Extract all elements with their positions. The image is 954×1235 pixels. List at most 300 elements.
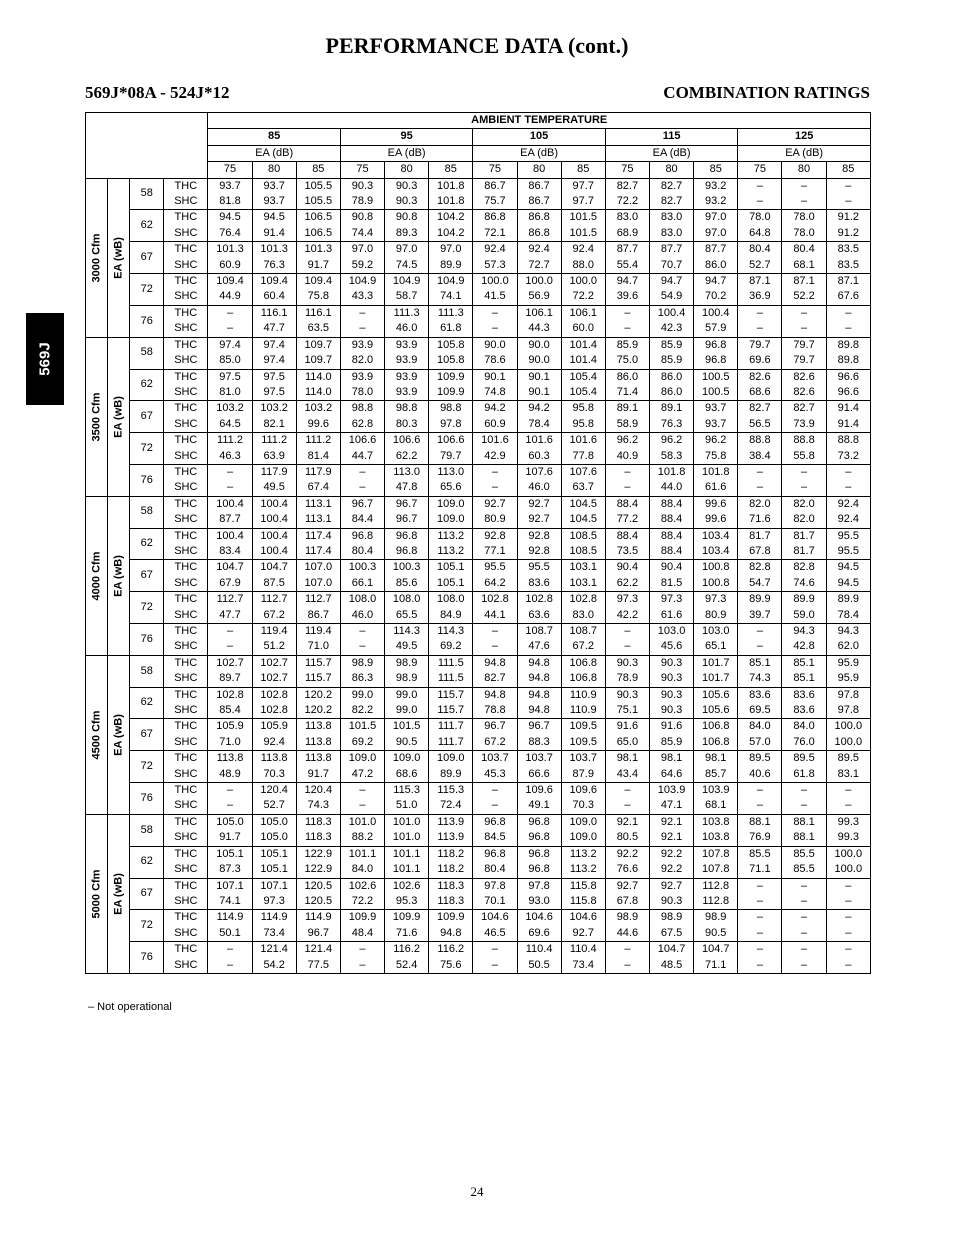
shc-value: 50.5 (517, 958, 561, 974)
shc-value: 58.9 (605, 417, 649, 433)
thc-value: 102.7 (208, 655, 252, 671)
shc-value: 73.4 (561, 958, 605, 974)
shc-value: 99.0 (385, 703, 429, 719)
shc-value: 69.6 (738, 353, 782, 369)
thc-value: 104.9 (340, 274, 384, 290)
thc-value: – (826, 178, 870, 194)
shc-value: 90.3 (385, 194, 429, 210)
db-value: 80 (517, 162, 561, 178)
thc-value: 118.3 (296, 814, 340, 830)
shc-value: 101.0 (385, 830, 429, 846)
shc-value: – (738, 798, 782, 814)
thc-value: 101.4 (561, 337, 605, 353)
shc-value: 72.2 (605, 194, 649, 210)
shc-value: – (782, 958, 826, 974)
table-row (86, 830, 871, 846)
table-row (86, 926, 871, 942)
thc-value: 88.4 (605, 528, 649, 544)
thc-value: 102.8 (561, 592, 605, 608)
shc-value: 86.3 (340, 671, 384, 687)
thc-value: 105.5 (296, 178, 340, 194)
shc-value: 108.5 (561, 544, 605, 560)
shc-value: 115.7 (296, 671, 340, 687)
shc-value: 75.1 (605, 703, 649, 719)
thc-value: 103.0 (694, 624, 738, 640)
shc-value: 64.6 (649, 767, 693, 783)
shc-value: 90.5 (385, 735, 429, 751)
shc-value: 74.4 (340, 226, 384, 242)
thc-value: 104.7 (694, 942, 738, 958)
cfm-label (86, 337, 108, 496)
page-title: PERFORMANCE DATA (cont.) (325, 33, 629, 58)
thc-value: 103.9 (649, 783, 693, 799)
shc-value: 96.8 (385, 544, 429, 560)
shc-value: 47.6 (517, 639, 561, 655)
shc-value: 84.4 (340, 512, 384, 528)
thc-value: 106.5 (296, 210, 340, 226)
shc-value: 101.5 (561, 226, 605, 242)
shc-value: 55.4 (605, 258, 649, 274)
thc-value: 108.0 (429, 592, 473, 608)
performance-table (85, 112, 871, 974)
thc-value: – (826, 878, 870, 894)
ea-wb-label (108, 178, 130, 337)
thc-value: 89.1 (605, 401, 649, 417)
ea-wb-label (108, 814, 130, 973)
shc-label: SHC (164, 926, 208, 942)
wb-value: 67 (130, 401, 164, 433)
thc-value: 87.1 (738, 274, 782, 290)
thc-value: 113.2 (561, 846, 605, 862)
shc-value: 42.2 (605, 608, 649, 624)
thc-value: 83.0 (605, 210, 649, 226)
thc-value: 85.9 (649, 337, 693, 353)
shc-value: 120.5 (296, 894, 340, 910)
cfm-label-text: 4000 Cfm (89, 551, 102, 601)
thc-value: 93.7 (252, 178, 296, 194)
thc-value: 96.8 (473, 846, 517, 862)
thc-value: 98.9 (694, 910, 738, 926)
thc-value: 85.5 (738, 846, 782, 862)
cfm-label-text: 3500 Cfm (89, 392, 102, 442)
thc-value: – (782, 464, 826, 480)
thc-value: 94.5 (826, 560, 870, 576)
thc-value: 100.4 (252, 496, 296, 512)
wb-value: 72 (130, 751, 164, 783)
wb-value: 67 (130, 878, 164, 910)
shc-value: 78.4 (826, 608, 870, 624)
shc-label: SHC (164, 735, 208, 751)
shc-value: – (340, 639, 384, 655)
shc-value: 71.6 (738, 512, 782, 528)
thc-value: 101.6 (473, 433, 517, 449)
thc-value: 85.5 (782, 846, 826, 862)
ea-wb-label-text: EA (wB) (111, 554, 124, 597)
shc-value: 99.3 (826, 830, 870, 846)
shc-value: 105.1 (252, 862, 296, 878)
thc-value: 95.5 (473, 560, 517, 576)
shc-value: 74.3 (738, 671, 782, 687)
thc-value: 114.9 (296, 910, 340, 926)
shc-value: 67.5 (649, 926, 693, 942)
thc-value: 113.1 (296, 496, 340, 512)
shc-value: – (208, 480, 252, 496)
shc-value: 78.0 (340, 385, 384, 401)
ea-wb-label (108, 337, 130, 496)
shc-value: – (782, 798, 826, 814)
shc-value: 87.9 (561, 767, 605, 783)
db-value: 85 (826, 162, 870, 178)
db-value: 80 (649, 162, 693, 178)
thc-value: 93.9 (340, 369, 384, 385)
shc-value: 47.2 (340, 767, 384, 783)
table-row (86, 846, 871, 862)
thc-value: 95.5 (517, 560, 561, 576)
thc-label: THC (164, 433, 208, 449)
thc-value: – (473, 783, 517, 799)
thc-value: 90.1 (473, 369, 517, 385)
shc-value: 70.3 (252, 767, 296, 783)
thc-value: 82.8 (782, 560, 826, 576)
thc-value: 105.0 (208, 814, 252, 830)
thc-value: 86.8 (473, 210, 517, 226)
shc-value: 86.0 (649, 385, 693, 401)
thc-value: 97.3 (694, 592, 738, 608)
shc-value: 112.8 (694, 894, 738, 910)
shc-value: 80.5 (605, 830, 649, 846)
thc-value: 114.9 (252, 910, 296, 926)
shc-value: 106.8 (561, 671, 605, 687)
thc-value: 87.7 (694, 242, 738, 258)
shc-value: 95.9 (826, 671, 870, 687)
thc-value: – (340, 942, 384, 958)
shc-value: 78.9 (605, 671, 649, 687)
shc-label: SHC (164, 417, 208, 433)
table-row (86, 783, 871, 799)
thc-value: 108.7 (561, 624, 605, 640)
shc-value: 42.9 (473, 449, 517, 465)
shc-value: 97.0 (694, 226, 738, 242)
shc-value: 89.3 (385, 226, 429, 242)
side-tab (26, 313, 64, 405)
thc-value: 96.2 (605, 433, 649, 449)
shc-value: 85.9 (649, 353, 693, 369)
shc-value: 115.8 (561, 894, 605, 910)
thc-value: – (340, 624, 384, 640)
shc-value: 54.2 (252, 958, 296, 974)
thc-value: 99.6 (694, 496, 738, 512)
shc-value: 67.8 (738, 544, 782, 560)
table-row (86, 576, 871, 592)
thc-label: THC (164, 655, 208, 671)
shc-value: – (782, 926, 826, 942)
shc-label: SHC (164, 480, 208, 496)
thc-value: 90.3 (649, 687, 693, 703)
thc-value: 93.7 (694, 401, 738, 417)
ea-db-label: EA (dB) (473, 145, 605, 161)
thc-value: 94.3 (782, 624, 826, 640)
ea-db-label: EA (dB) (340, 145, 472, 161)
shc-value: 67.9 (208, 576, 252, 592)
table-row (86, 401, 871, 417)
shc-value: 71.4 (605, 385, 649, 401)
thc-value: 94.5 (252, 210, 296, 226)
thc-value: 98.1 (649, 751, 693, 767)
thc-value: – (826, 783, 870, 799)
thc-value: 111.3 (385, 305, 429, 321)
table-row (86, 719, 871, 735)
shc-value: 64.8 (738, 226, 782, 242)
table-row (86, 321, 871, 337)
shc-value: 118.3 (429, 894, 473, 910)
thc-value: 100.5 (694, 369, 738, 385)
shc-value: – (605, 321, 649, 337)
thc-label: THC (164, 242, 208, 258)
thc-label: THC (164, 560, 208, 576)
thc-value: 97.8 (473, 878, 517, 894)
shc-value: 60.9 (473, 417, 517, 433)
shc-label: SHC (164, 385, 208, 401)
shc-value: 78.9 (340, 194, 384, 210)
thc-value: 113.2 (429, 528, 473, 544)
table-row (86, 194, 871, 210)
thc-value: – (738, 878, 782, 894)
shc-value: 109.9 (429, 385, 473, 401)
shc-value: 57.0 (738, 735, 782, 751)
shc-value: 102.7 (252, 671, 296, 687)
shc-value: – (208, 639, 252, 655)
shc-value: 52.7 (738, 258, 782, 274)
thc-label: THC (164, 592, 208, 608)
shc-value: 48.4 (340, 926, 384, 942)
ea-wb-label-text: EA (wB) (111, 236, 124, 279)
ratings-heading: COMBINATION RATINGS (663, 83, 870, 102)
shc-value: 82.0 (340, 353, 384, 369)
shc-value: 75.8 (694, 449, 738, 465)
wb-value: 76 (130, 783, 164, 815)
ea-wb-label (108, 655, 130, 814)
shc-value: 75.8 (296, 289, 340, 305)
table-row (86, 210, 871, 226)
shc-value: 39.6 (605, 289, 649, 305)
thc-value: 109.9 (340, 910, 384, 926)
thc-value: 95.8 (561, 401, 605, 417)
thc-value: 90.8 (385, 210, 429, 226)
thc-value: 90.4 (605, 560, 649, 576)
thc-value: 108.7 (517, 624, 561, 640)
shc-value: 105.6 (694, 703, 738, 719)
thc-label: THC (164, 687, 208, 703)
shc-value: 71.0 (296, 639, 340, 655)
ea-db-label: EA (dB) (208, 145, 340, 161)
thc-value: 101.8 (429, 178, 473, 194)
shc-value: 106.8 (694, 735, 738, 751)
thc-value: 100.0 (561, 274, 605, 290)
thc-value: 117.4 (296, 528, 340, 544)
ea-wb-label-text: EA (wB) (111, 873, 124, 915)
thc-value: 101.1 (385, 846, 429, 862)
shc-value: 83.4 (208, 544, 252, 560)
thc-value: 97.4 (208, 337, 252, 353)
shc-value: – (473, 958, 517, 974)
thc-value: 88.1 (782, 814, 826, 830)
thc-value: 113.0 (385, 464, 429, 480)
table-row (86, 417, 871, 433)
shc-value: 105.0 (252, 830, 296, 846)
table-row (86, 608, 871, 624)
wb-value: 76 (130, 464, 164, 496)
shc-value: 66.1 (340, 576, 384, 592)
thc-value: – (782, 878, 826, 894)
shc-value: 80.9 (694, 608, 738, 624)
shc-value: 103.8 (694, 830, 738, 846)
shc-value: 82.6 (782, 385, 826, 401)
shc-value: 85.9 (649, 735, 693, 751)
thc-value: 116.2 (385, 942, 429, 958)
thc-value: 91.4 (826, 401, 870, 417)
shc-value: – (473, 639, 517, 655)
shc-value: 102.8 (252, 703, 296, 719)
thc-value: 98.8 (340, 401, 384, 417)
wb-value: 72 (130, 433, 164, 465)
shc-value: 82.2 (340, 703, 384, 719)
thc-value: 101.6 (517, 433, 561, 449)
thc-value: 94.8 (473, 655, 517, 671)
thc-label: THC (164, 528, 208, 544)
shc-value: 111.7 (429, 735, 473, 751)
thc-value: 96.8 (340, 528, 384, 544)
thc-value: 117.9 (296, 464, 340, 480)
shc-label: SHC (164, 258, 208, 274)
shc-label: SHC (164, 862, 208, 878)
thc-value: 113.8 (208, 751, 252, 767)
thc-value: 104.9 (429, 274, 473, 290)
shc-value: 95.5 (826, 544, 870, 560)
thc-value: 118.2 (429, 846, 473, 862)
shc-value: 97.4 (252, 353, 296, 369)
shc-value: 118.3 (296, 830, 340, 846)
shc-value: 86.7 (296, 608, 340, 624)
thc-value: 82.6 (782, 369, 826, 385)
shc-value: 68.1 (694, 798, 738, 814)
shc-value: 87.3 (208, 862, 252, 878)
page-number: 24 (470, 1184, 484, 1199)
shc-label: SHC (164, 608, 208, 624)
thc-value: 85.9 (605, 337, 649, 353)
thc-value: 106.6 (429, 433, 473, 449)
shc-value: 93.7 (252, 194, 296, 210)
shc-value: 91.2 (826, 226, 870, 242)
db-value: 85 (429, 162, 473, 178)
table-row (86, 624, 871, 640)
thc-value: 100.0 (473, 274, 517, 290)
thc-value: 105.8 (429, 337, 473, 353)
shc-value: – (208, 798, 252, 814)
thc-value: 110.4 (561, 942, 605, 958)
thc-value: 99.0 (340, 687, 384, 703)
shc-value: 118.2 (429, 862, 473, 878)
shc-value: 89.9 (429, 767, 473, 783)
table-row (86, 369, 871, 385)
thc-value: 113.8 (296, 751, 340, 767)
shc-value: 114.0 (296, 385, 340, 401)
table-row (86, 687, 871, 703)
shc-value: 104.2 (429, 226, 473, 242)
shc-label: SHC (164, 576, 208, 592)
thc-value: 90.0 (517, 337, 561, 353)
shc-value: 93.9 (385, 353, 429, 369)
thc-value: 97.0 (429, 242, 473, 258)
shc-value: 52.7 (252, 798, 296, 814)
thc-value: 90.4 (649, 560, 693, 576)
thc-value: 95.5 (826, 528, 870, 544)
thc-value: 100.3 (385, 560, 429, 576)
shc-value: 113.2 (429, 544, 473, 560)
shc-value: 105.8 (429, 353, 473, 369)
thc-value: 85.1 (782, 655, 826, 671)
thc-value: 105.4 (561, 369, 605, 385)
shc-value: 96.8 (517, 830, 561, 846)
shc-value: 82.0 (782, 512, 826, 528)
wb-value: 58 (130, 337, 164, 369)
thc-value: 97.5 (208, 369, 252, 385)
shc-value: 97.8 (826, 703, 870, 719)
thc-value: 92.4 (473, 242, 517, 258)
shc-value: 54.7 (738, 576, 782, 592)
thc-value: – (738, 624, 782, 640)
thc-value: 101.5 (340, 719, 384, 735)
table-row (86, 258, 871, 274)
thc-value: 96.8 (517, 846, 561, 862)
db-value: 75 (605, 162, 649, 178)
shc-value: 76.4 (208, 226, 252, 242)
shc-value: 85.0 (208, 353, 252, 369)
shc-value: 52.2 (782, 289, 826, 305)
shc-value: 106.5 (296, 226, 340, 242)
shc-value: 58.7 (385, 289, 429, 305)
shc-label: SHC (164, 449, 208, 465)
shc-value: 85.1 (782, 671, 826, 687)
thc-value: 96.2 (694, 433, 738, 449)
thc-value: 101.0 (340, 814, 384, 830)
shc-value: 85.7 (694, 767, 738, 783)
shc-label: SHC (164, 226, 208, 242)
thc-value: 113.0 (429, 464, 473, 480)
shc-value: 44.0 (649, 480, 693, 496)
shc-value: 47.1 (649, 798, 693, 814)
shc-value: 74.3 (296, 798, 340, 814)
thc-value: 115.7 (296, 655, 340, 671)
thc-label: THC (164, 846, 208, 862)
thc-value: 87.1 (782, 274, 826, 290)
shc-value: 111.5 (429, 671, 473, 687)
thc-value: 111.2 (252, 433, 296, 449)
thc-value: 111.2 (296, 433, 340, 449)
wb-value: 62 (130, 528, 164, 560)
thc-value: 106.6 (385, 433, 429, 449)
thc-value: – (605, 305, 649, 321)
thc-value: 91.6 (605, 719, 649, 735)
shc-value: 73.9 (782, 417, 826, 433)
table-row (86, 449, 871, 465)
db-value: 75 (473, 162, 517, 178)
shc-value: 96.8 (517, 862, 561, 878)
thc-value: 92.8 (473, 528, 517, 544)
table-row (86, 496, 871, 512)
thc-value: 101.5 (561, 210, 605, 226)
thc-value: 116.1 (296, 305, 340, 321)
shc-value: 97.8 (429, 417, 473, 433)
